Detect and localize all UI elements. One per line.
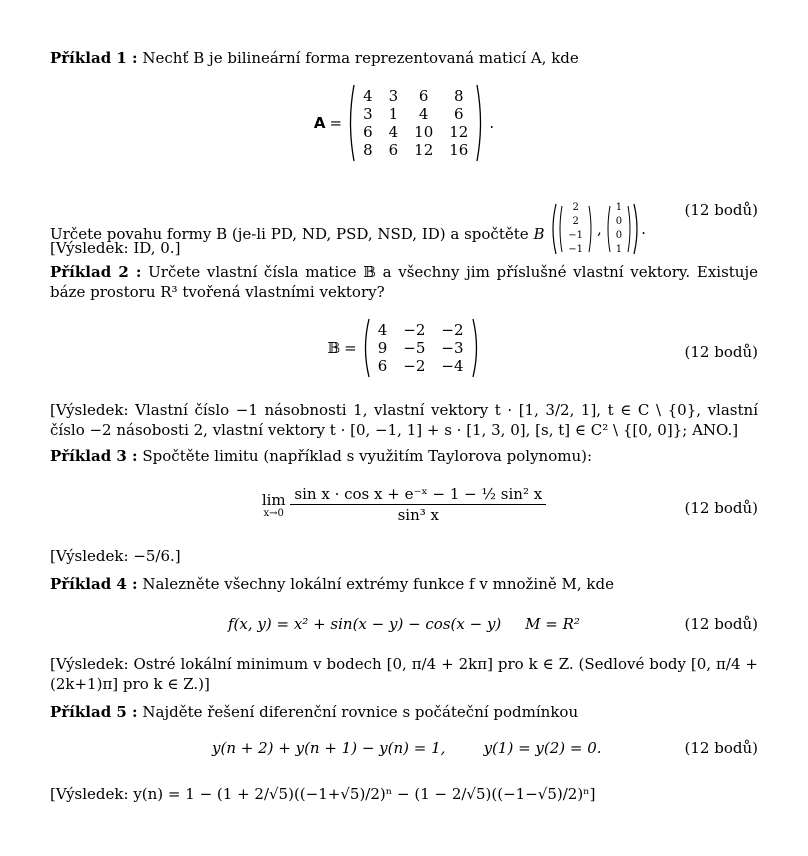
- p1-matrix-cell: 12: [449, 123, 469, 141]
- p3-lim-sub: x→0: [263, 507, 284, 519]
- p5-formula: y(n + 2) + y(n + 1) − y(n) = 1, y(1) = y(2) = 0.: [212, 739, 602, 757]
- p3-text-line: [50, 446, 758, 466]
- p4-result: [Výsledek: Ostré lokální minimum v bodech [0, π/4 + 2kπ] pro k ∈ Z. (Sedlové body [0, π/4 + (2k+1)π] pro k ∈ Z.)]: [50, 655, 758, 693]
- p1-matrix-cell: 6: [363, 123, 373, 141]
- p2-matrix-cell: −2: [441, 321, 464, 339]
- p1-matrix-cell: 4: [388, 123, 399, 141]
- p1-matrix-cell: 10: [414, 123, 434, 141]
- p1-matrix-cell: 16: [449, 141, 469, 159]
- p5-text-line: [50, 702, 758, 722]
- p2-text-block: [50, 262, 758, 302]
- p2-points: (12 bodů): [684, 343, 758, 361]
- p1-matrix-cell: 3: [388, 87, 399, 105]
- vector-entry: −1: [568, 230, 583, 241]
- p2-matrix-cell: 9: [377, 339, 388, 357]
- p2-matrix-row: [370, 321, 472, 339]
- p1-matrix-cell: 6: [418, 87, 429, 105]
- p4-points: (12 bodů): [684, 615, 758, 633]
- p3-denominator: sin³ x: [397, 506, 439, 524]
- p2-matrix-equation: 𝔹 = 4 −2 −2 9 −5 −3 6 −2 −4: [50, 318, 758, 378]
- p1-matrix-cell: 6: [388, 141, 399, 159]
- p4-formula: f(x, y) = x² + sin(x − y) − cos(x − y) M = R²: [228, 615, 580, 633]
- p3-lim: lim: [261, 490, 286, 509]
- p1-task: Určete povahu formy B (je-li PD, ND, PSD, NSD, ID) a spočtěte: [50, 225, 529, 243]
- p1-task-line: Určete povahu formy B (je-li PD, ND, PSD, NSD, ID) a spočtěte B 2 2 −1 −1 , 1 0 0 1 . (12 bodů): [50, 200, 758, 258]
- p1-matrix-cell: 12: [414, 141, 434, 159]
- p1-matrix-cell: 3: [363, 105, 373, 123]
- p5-points: (12 bodů): [684, 739, 758, 757]
- p1-matrix-cell: 8: [454, 87, 464, 105]
- p2-text: Určete vlastní čísla matice 𝔹 a všechny jim příslušné vlastní vektory. Existuje báze prostoru R³ tvořená vlastními vektory?: [50, 263, 758, 301]
- p5-result: [Výsledek: y(n) = 1 − (1 + 2/√5)((−1+√5)/2)ⁿ − (1 − 2/√5)((−1−√5)/2)ⁿ]: [50, 785, 596, 803]
- vector-entry: 2: [572, 202, 579, 213]
- p3-label: Příklad 3 :: [50, 447, 138, 465]
- p2-matrix-cell: −2: [403, 321, 426, 339]
- p1-matrix-cell: 6: [454, 105, 464, 123]
- p4-text: Nalezněte všechny lokální extrémy funkce f v množině M, kde: [142, 575, 614, 593]
- p1-matrix-equation: A = 4 3 6 8 3 1 4 6 6 4 10 12 8 6 12 16 .: [313, 87, 495, 159]
- p1-points: (12 bodů): [684, 201, 758, 219]
- vector-entry: 1: [615, 244, 623, 255]
- p5-text: Najděte řešení diferenční rovnice s počáteční podmínkou: [142, 703, 579, 721]
- vector-entry: 1: [615, 202, 623, 213]
- p2-matrix-cell: −5: [403, 339, 426, 357]
- p2-matrix-row: [370, 357, 472, 375]
- vector-entry: −1: [568, 244, 583, 255]
- p1-matrix-name: A: [313, 114, 326, 132]
- p1-result: [Výsledek: ID, 0.]: [50, 239, 181, 257]
- p1-matrix-row: [355, 123, 476, 141]
- p3-limit-equation: [50, 484, 758, 525]
- p2-matrix-name: 𝔹: [327, 339, 341, 357]
- p3-numerator: sin x · cos x + e⁻ˣ − 1 − ½ sin² x: [290, 484, 546, 505]
- p5-label: Příklad 5 :: [50, 703, 138, 721]
- p1-matrix-cell: 4: [418, 105, 429, 123]
- p2-matrix-cell: 4: [377, 321, 388, 339]
- p2-matrix: [370, 321, 472, 375]
- p2-matrix-cell: 6: [377, 357, 388, 375]
- p2-result: [Výsledek: Vlastní číslo −1 násobnosti 1, vlastní vektory t · [1, 3/2, 1], t ∈ C \ {0}, vlastní číslo −2 násobosti 2, vlastní vektory t · [0, −1, 1] + s · [1, 3, 0], [s, t] ∈ C² \ {[0, 0]}; ANO.]: [50, 401, 758, 439]
- p3-result: [Výsledek: −5/6.]: [50, 547, 181, 565]
- vector-entry: 0: [615, 216, 623, 227]
- p2-label: Příklad 2 :: [50, 263, 142, 281]
- p1-matrix-row: [355, 105, 476, 123]
- p2-matrix-cell: −2: [403, 357, 426, 375]
- p1-label: Příklad 1 :: [50, 49, 138, 67]
- p2-matrix-cell: −3: [441, 339, 464, 357]
- p1-matrix-cell: 8: [363, 141, 373, 159]
- vector-entry: 0: [615, 230, 623, 241]
- p1-matrix-row: [355, 141, 476, 159]
- vector-entry: 2: [572, 216, 579, 227]
- p2-matrix-row: [370, 339, 472, 357]
- p4-text-line: [50, 574, 758, 594]
- p3-text: Spočtěte limitu (například s využitím Taylorova polynomu):: [142, 447, 593, 465]
- p1-intro-line: [50, 48, 758, 68]
- p1-intro: Nechť B je bilineární forma reprezentovaná maticí A, kde: [142, 49, 579, 67]
- p2-matrix-cell: −4: [441, 357, 464, 375]
- p1-matrix-cell: 4: [363, 87, 373, 105]
- p1-matrix-row: [355, 87, 476, 105]
- p1-matrix: [355, 87, 476, 159]
- p3-points: (12 bodů): [684, 499, 758, 517]
- p1-matrix-cell: 1: [388, 105, 399, 123]
- p4-label: Příklad 4 :: [50, 575, 138, 593]
